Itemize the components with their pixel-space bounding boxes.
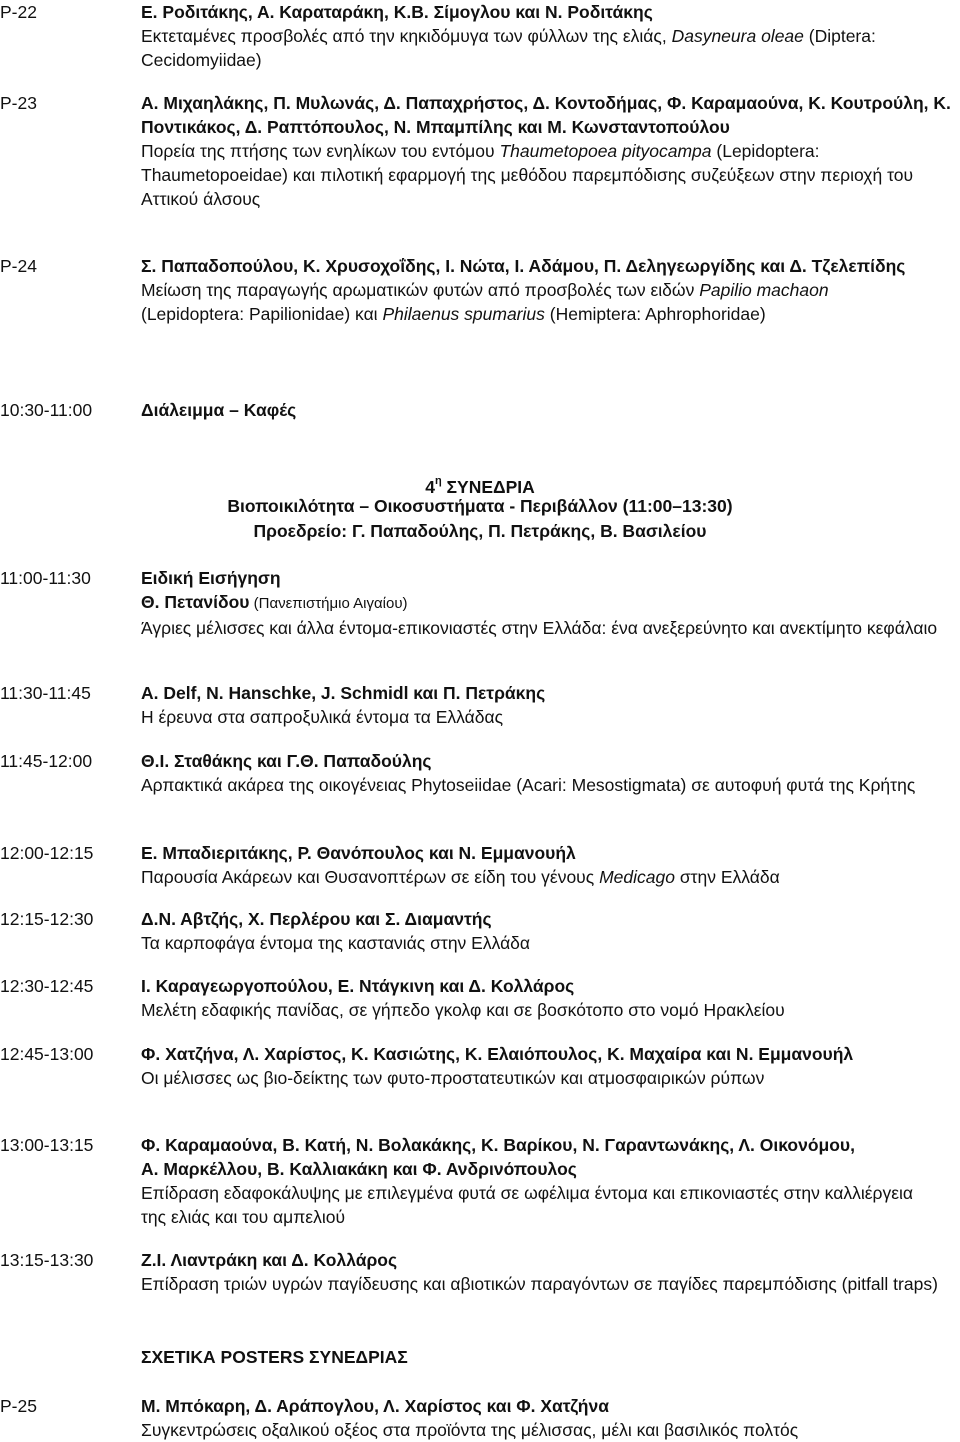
poster-authors: Ε. Ροδιτάκης, Α. Καραταράκη, Κ.Β. Σίμογλου και Ν. Ροδιτάκης [141, 2, 653, 22]
talk-time: 11:00-11:30 [0, 568, 91, 588]
poster-authors: Σ. Παπαδοπούλου, Κ. Χρυσοχοΐδης, Ι. Νώτα, Ι. Αδάμου, Π. Δεληγεωργίδης και Δ. Τζελεπίδης [141, 256, 906, 276]
talk-authors: Ε. Μπαδιεριτάκης, Ρ. Θανόπουλος και Ν. Εμμανουήλ [141, 843, 576, 863]
poster-code: P-25 [0, 1396, 37, 1416]
poster-code: P-22 [0, 2, 37, 22]
poster-title: Πορεία της πτήσης των ενηλίκων του εντόμου Thaumetopoea pityocampa (Lepidoptera: Thaumetopoeidae) και πιλοτική εφαρμογή της μεθόδου παρεμπόδισης συζεύξεων στην περιοχή του Αττικού άλσους [141, 141, 914, 209]
poster-code: P-24 [0, 256, 37, 276]
talk-authors: Δ.Ν. Αβτζής, Χ. Περλέρου και Σ. Διαμαντής [141, 909, 492, 929]
talk-authors: Φ. Χατζήνα, Λ. Χαρίστος, Κ. Κασιώτης, Κ. Ελαιόπουλος, Κ. Μαχαίρα και Ν. Εμμανουήλ [141, 1044, 854, 1064]
poster-authors: Α. Μιχαηλάκης, Π. Μυλωνάς, Δ. Παπαχρήστος, Δ. Κοντοδήμας, Φ. Καραμαούνα, Κ. Κουτρούλη, Κ. Ποντικάκος, Δ. Ραπτόπουλος, Ν. Μπαμπίλης και Μ. Κωνσταντοπούλου [141, 93, 951, 137]
talk-time: 12:00-12:15 [0, 843, 94, 863]
talk-time: 12:30-12:45 [0, 976, 94, 996]
poster-title: Συγκεντρώσεις οξαλικού οξέος στα προϊόντα της μέλισσας, μέλι και βασιλικός πολτός [141, 1420, 799, 1440]
talk-time: 13:15-13:30 [0, 1250, 94, 1270]
talk-title: Άγριες μέλισσες και άλλα έντομα-επικονιαστές στην Ελλάδα: ένα ανεξερεύνητο και ανεκτίμητο κεφάλαιο [141, 618, 938, 638]
talk-time: 11:30-11:45 [0, 683, 91, 703]
talk-title: Παρουσία Ακάρεων και Θυσανοπτέρων σε είδη του γένους Medicago στην Ελλάδα [141, 867, 780, 887]
poster-title: Μείωση της παραγωγής αρωματικών φυτών από προσβολές των ειδών Papilio machaon (Lepidoptera: Papilionidae) και Philaenus spumarius (Hemiptera: Aphrophoridae) [141, 280, 829, 324]
talk-time: 11:45-12:00 [0, 751, 93, 771]
talk-title: Επίδραση εδαφοκάλυψης με επιλεγμένα φυτά σε ωφέλιμα έντομα και επικονιαστές στην καλλιέργεια της ελιάς και του αμπελιού [141, 1183, 914, 1227]
posters-heading: ΣΧΕΤΙΚΑ POSTERS ΣΥΝΕΔΡΙΑΣ [141, 1347, 408, 1367]
talk-authors: Ζ.Ι. Λιαντράκη και Δ. Κολλάρος [141, 1250, 398, 1270]
talk-title: Αρπακτικά ακάρεα της οικογένειας Phytoseiidae (Acari: Mesostigmata) σε αυτοφυή φυτά της Κρήτης [141, 775, 916, 795]
talk-title: Οι μέλισσες ως βιο-δείκτης των φυτο-προστατευτικών και ατμοσφαιρικών ρύπων [141, 1068, 765, 1088]
talk-time: 12:15-12:30 [0, 909, 94, 929]
session-chairs: Προεδρείο: Γ. Παπαδούλης, Π. Πετράκης, Β. Βασιλείου [253, 521, 707, 541]
talk-authors: Θ.Ι. Σταθάκης και Γ.Θ. Παπαδούλης [141, 751, 432, 771]
session-subtitle: Βιοποικιλότητα – Οικοσυστήματα - Περιβάλλον (11:00–13:30) [227, 496, 733, 516]
session-number: $4^\eta$ ΣΥΝΕΔΡΙΑ [425, 475, 535, 497]
talk-title: Μελέτη εδαφικής πανίδας, σε γήπεδο γκολφ και σε βοσκότοπο στο νομό Ηρακλείου [141, 1000, 785, 1020]
talk-title: Η έρευνα στα σαπροξυλικά έντομα τα Ελλάδας [141, 707, 504, 727]
talk-authors: Φ. Καραμαούνα, Β. Κατή, Ν. Βολακάκης, Κ. Βαρίκου, Ν. Γαραντωνάκης, Λ. Οικονόμου, Α. Μαρκέλλου, Β. Καλλιακάκη και Φ. Ανδρινόπουλος [141, 1135, 855, 1179]
break-label: Διάλειμμα – Καφές [141, 400, 297, 420]
talk-authors: Ι. Καραγεωργοπούλου, Ε. Ντάγκινη και Δ. Κολλάρος [141, 976, 575, 996]
talk-authors: Θ. Πετανίδου (Πανεπιστήμιο Αιγαίου) [141, 592, 408, 612]
poster-code: P-23 [0, 93, 37, 113]
poster-authors: Μ. Μπόκαρη, Δ. Αράπογλου, Λ. Χαρίστος και Φ. Χατζήνα [141, 1396, 609, 1416]
talk-time: 13:00-13:15 [0, 1135, 94, 1155]
talk-authors: A. Delf, N. Hanschke, J. Schmidl και Π. Πετράκης [141, 683, 546, 703]
poster-title: Εκτεταμένες προσβολές από την κηκιδόμυγα των φύλλων της ελιάς, Dasyneura oleae (Diptera: Cecidomyiidae) [141, 26, 876, 70]
talk-title: Επίδραση τριών υγρών παγίδευσης και αβιοτικών παραγόντων σε παγίδες παρεμπόδισης (pitfall traps) [141, 1274, 938, 1294]
talk-time: 12:45-13:00 [0, 1044, 94, 1064]
talk-heading: Ειδική Εισήγηση [141, 568, 281, 588]
talk-title: Τα καρποφάγα έντομα της καστανιάς στην Ελλάδα [141, 933, 531, 953]
break-time: 10:30-11:00 [0, 400, 93, 420]
